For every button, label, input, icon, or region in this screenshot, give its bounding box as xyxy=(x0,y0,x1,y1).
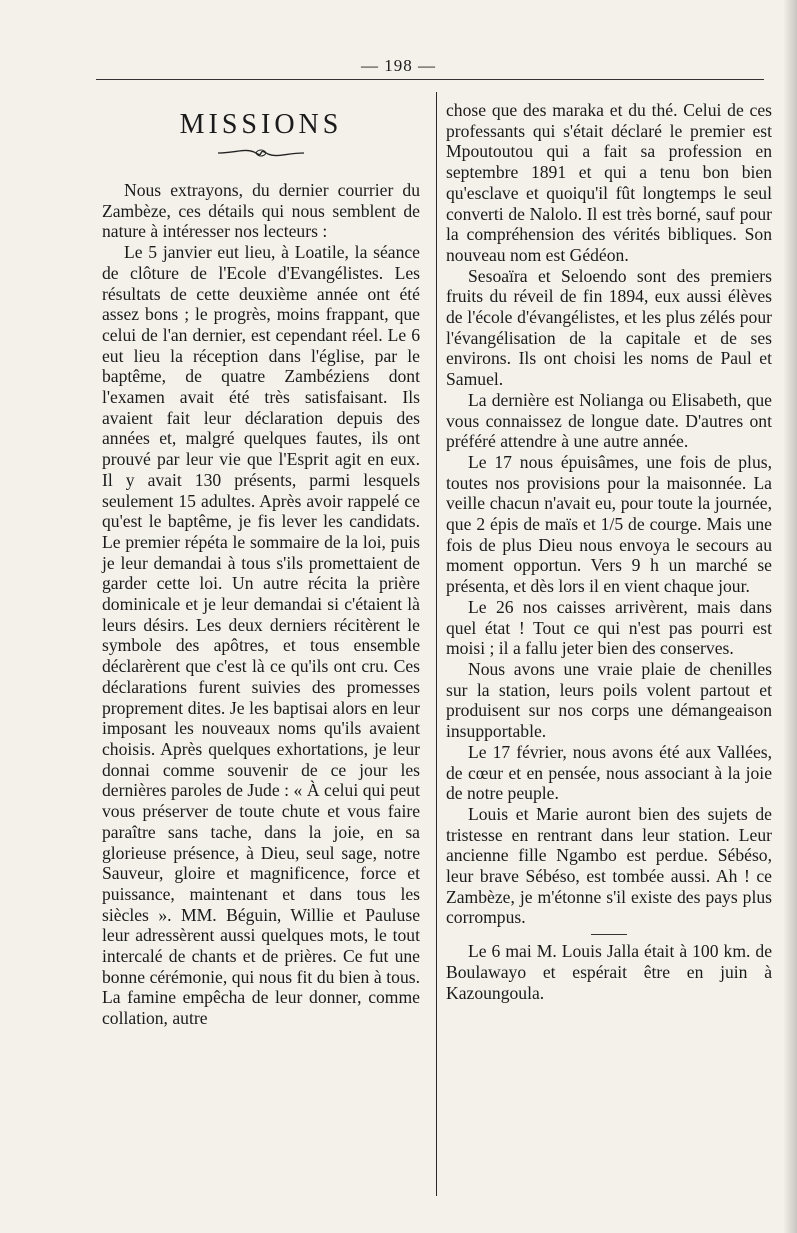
final-paragraph: Le 6 mai M. Louis Jalla était à 100 km. de Boulawayo et espérait être en juin à Kazoungoula. xyxy=(446,941,772,1003)
body-paragraph: Sesoaïra et Seloendo sont des premiers fruits du réveil de fin 1894, eux aussi élèves de l'école d'évangélistes, et les plus zélés pour l'évangélisation de la capitale et de ses environs. Ils ont choisi les noms de Paul et Samuel. xyxy=(446,265,772,390)
right-column xyxy=(446,100,772,1003)
body-paragraph: Nous avons une vraie plaie de chenilles sur la station, leurs poils volent partout et produisent sur nos corps une démangeaison insupportable. xyxy=(446,658,772,742)
left-column xyxy=(102,100,420,1029)
body-paragraph: La dernière est Nolianga ou Elisabeth, que vous connaissez de longue date. D'autres ont préféré attendre à une autre année. xyxy=(446,389,772,452)
page-number: — 198 — xyxy=(361,56,436,75)
body-paragraph: Le 17 février, nous avons été aux Vallées, de cœur et en pensée, nous associant à la joie de notre peuple. xyxy=(446,741,772,804)
page-edge-shadow xyxy=(783,0,797,1233)
section-separator xyxy=(591,934,627,935)
body-paragraph: Le 5 janvier eut lieu, à Loatile, la séance de clôture de l'Ecole d'Evangélistes. Les résultats de cette deuxième année ont été assez bons ; le progrès, moins frappant, que celui de l'an dernier, est cependant réel. Le 6 eut lieu la réception dans l'église, par le baptême, de quatre Zambéziens dont l'examen avait été très satisfaisant. Ils avaient fait leur déclaration depuis des années et, malgré quelques fautes, ils ont prouvé par leur vie que l'Esprit agit en eux. Il y avait 130 présents, parmi lesquels seulement 15 adultes. Après avoir rappelé ce qu'est le baptême, je fis lever les candidats. Le premier répéta le sommaire de la loi, puis je leur demandai à tous s'ils promettaient de garder cette loi. Un autre récita la prière dominicale et je leur demandai si c'étaient là leurs désirs. Les deux derniers récitèrent le symbole des apôtres, et tous ensemble déclarèrent que c'est là ce qu'ils ont cru. Ces déclarations furent suivies des promesses proprement dites. Je les baptisai alors en leur imposant les nouveaux noms qu'ils avaient choisis. Après quelques exhortations, je leur donnai comme souvenir de ce jour les dernières paroles de Jude : « À celui qui peut vous préserver de toute chute et vous faire paraître sans tache, dans la joie, en sa glorieuse présence, à Dieu, seul sage, notre Sauveur, gloire et magnificence, force et puissance, maintenant et dans tous les siècles ». MM. Béguin, Willie et Pauluse leur adressèrent aussi quelques mots, le tout intercalé de chants et de prières. Ce fut une bonne cérémonie, qui nous fit du bien à tous. La famine empêcha de leur donner, comme collation, autre xyxy=(102,242,420,1029)
column-divider xyxy=(436,92,437,1196)
body-paragraph: Le 17 nous épuisâmes, une fois de plus, toutes nos provisions pour la maisonnée. La veille chacun n'avait eu, pour toute la journée, que 2 épis de maïs et 1/5 de courge. Mais une fois de plus Dieu nous envoya le secours au moment opportun. Vers 9 h un marché se présenta, et dès lors il en vient chaque jour. xyxy=(446,451,772,597)
body-paragraph: Le 26 nos caisses arrivèrent, mais dans quel état ! Tout ce qui n'est pas pourri est moisi ; il a fallu jeter bien des conserves. xyxy=(446,596,772,659)
body-paragraph: chose que des maraka et du thé. Celui de ces professants qui s'était déclaré le premier est Mpoutoutou qui a fait sa profession en septembre 1891 et qui a tenu bon bien qu'esclave et quoiqu'il fût longtemps le seul converti de Nalolo. Il est très borné, sauf pour la compréhension des vérités bibliques. Son nouveau nom est Gédéon. xyxy=(446,100,772,265)
title-ornament xyxy=(216,146,306,160)
header-rule xyxy=(96,79,764,80)
intro-paragraph: Nous extrayons, du dernier courrier du Zambèze, ces détails qui nous semblent de nature à intéresser nos lecteurs : xyxy=(102,180,420,242)
body-paragraph: Louis et Marie auront bien des sujets de tristesse en rentrant dans leur station. Leur ancienne fille Ngambo est perdue. Sébéso, leur brave Sébéso, est tombée aussi. Ah ! ce Zambèze, je m'étonne s'il existe des pays plus corrompus. xyxy=(446,803,772,928)
article-title: MISSIONS xyxy=(179,109,343,140)
